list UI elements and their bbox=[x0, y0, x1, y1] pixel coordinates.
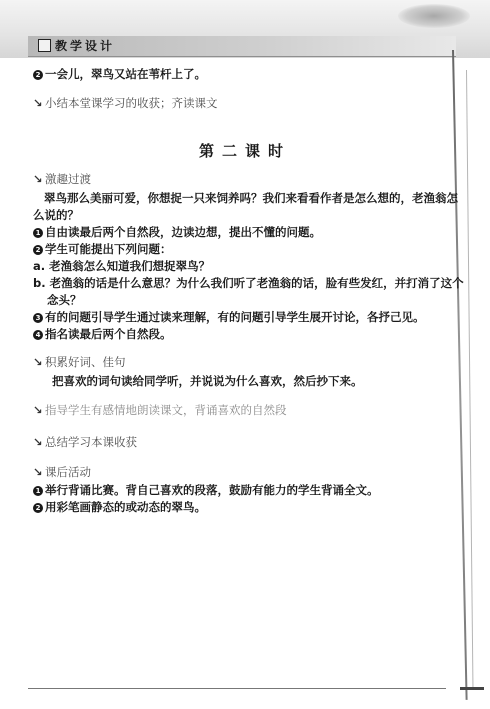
section-header: ↘ 激趣过渡 bbox=[33, 172, 91, 186]
decorative-ornament bbox=[398, 4, 470, 28]
step-line: 3 有的问题引导学生通过读来理解，有的问题引导学生展开讨论，各抒己见。 bbox=[33, 309, 425, 325]
question-b-cont: 念头？ bbox=[47, 293, 82, 307]
circled-number-icon: 3 bbox=[33, 313, 43, 323]
footer-tick bbox=[460, 687, 484, 690]
section-header: ↘ 小结本堂课学习的收获；齐读课文 bbox=[33, 96, 218, 110]
page-curl-line-inner bbox=[466, 70, 473, 690]
lesson-heading: 第二课时 bbox=[198, 142, 291, 160]
step-line: 1 举行背诵比赛。背自己喜欢的段落，鼓励有能力的学生背诵全文。 bbox=[33, 482, 379, 498]
step-line: 1 自由读最后两个自然段，边读边想，提出不懂的问题。 bbox=[33, 224, 321, 240]
corner-arrow-icon: ↘ bbox=[33, 172, 43, 186]
step-line: 2 学生可能提出下列问题： bbox=[33, 241, 172, 257]
corner-arrow-icon: ↘ bbox=[33, 355, 43, 369]
step-line: 2 用彩笔画静态的或动态的翠鸟。 bbox=[33, 499, 206, 515]
question-a: a. 老渔翁怎么知道我们想捉翠鸟？ bbox=[33, 259, 211, 273]
step-line: 2 一会儿，翠鸟又站在苇杆上了。 bbox=[33, 66, 206, 82]
corner-arrow-icon: ↘ bbox=[33, 403, 43, 417]
paragraph: 把喜欢的词句读给同学听，并说说为什么喜欢，然后抄下来。 bbox=[52, 374, 363, 388]
circled-number-icon: 4 bbox=[33, 330, 43, 340]
step-line: 4 指名读最后两个自然段。 bbox=[33, 326, 172, 342]
question-b: b. 老渔翁的话是什么意思？为什么我们听了老渔翁的话，脸有些发红，并打消了这个 bbox=[33, 276, 464, 290]
paragraph: 翠鸟那么美丽可爱，你想捉一只来饲养吗？我们来看看作者是怎么想的，老渔翁怎 bbox=[44, 191, 458, 205]
circled-number-icon: 1 bbox=[33, 486, 43, 496]
circled-number-icon: 2 bbox=[33, 70, 43, 80]
section-header: ↘ 指导学生有感情地朗读课文，背诵喜欢的自然段 bbox=[33, 403, 287, 417]
section-header: ↘ 积累好词、佳句 bbox=[33, 355, 126, 369]
corner-arrow-icon: ↘ bbox=[33, 96, 43, 110]
circled-number-icon: 2 bbox=[33, 503, 43, 513]
section-header: ↘ 课后活动 bbox=[33, 465, 91, 479]
header-title: 教学设计 bbox=[55, 39, 116, 53]
section-header: ↘ 总结学习本课收获 bbox=[33, 435, 137, 449]
paragraph: 么说的？ bbox=[33, 208, 79, 222]
circled-number-icon: 2 bbox=[33, 245, 43, 255]
corner-arrow-icon: ↘ bbox=[33, 435, 43, 449]
corner-arrow-icon: ↘ bbox=[33, 465, 43, 479]
footer-rule bbox=[28, 688, 446, 689]
circled-number-icon: 1 bbox=[33, 228, 43, 238]
header-box-icon bbox=[38, 39, 51, 52]
